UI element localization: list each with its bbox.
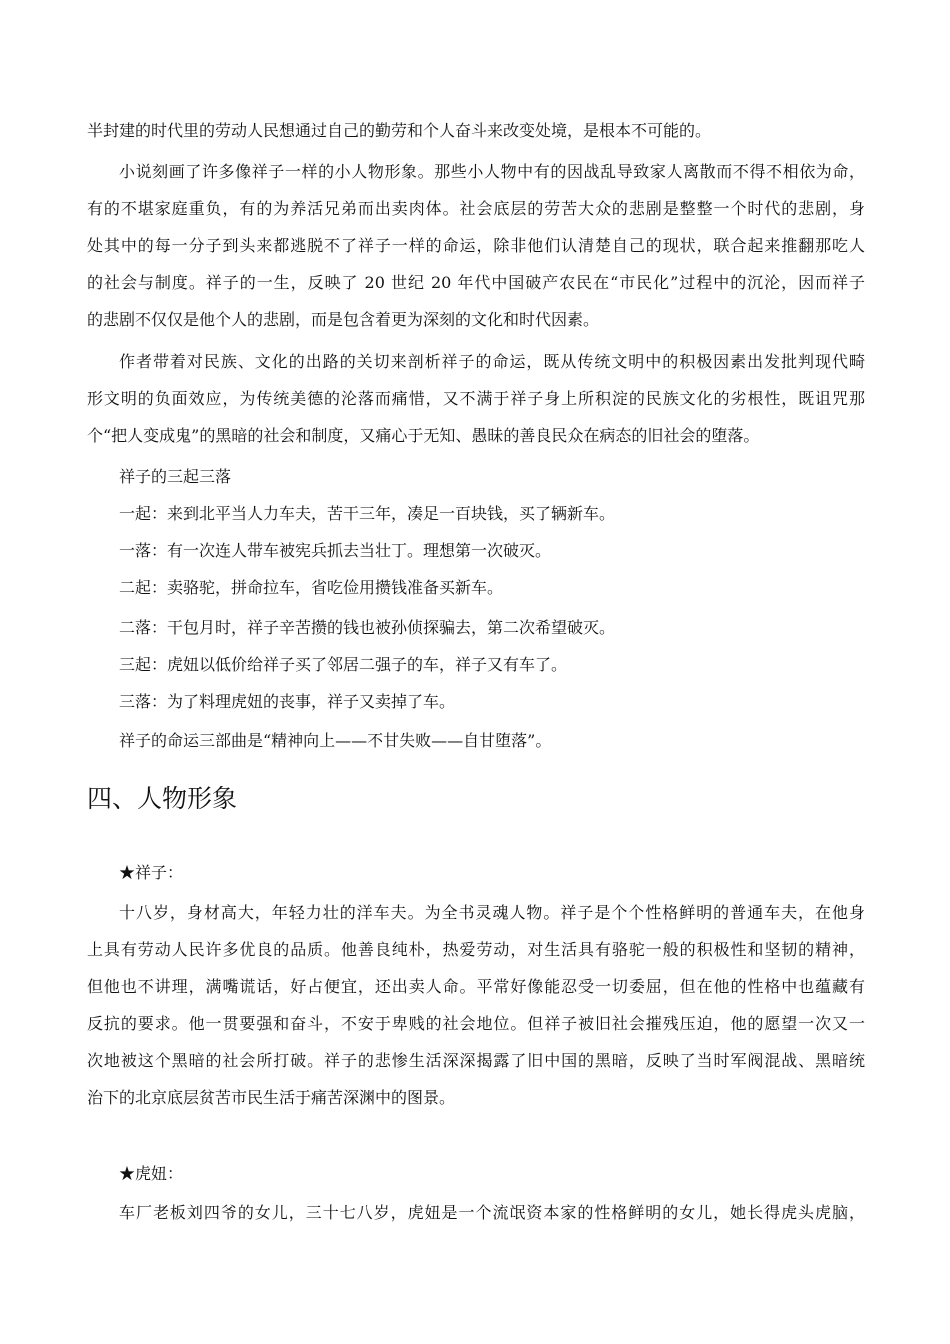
paragraph-line: 半封建的时代里的劳动人民想通过自己的勤劳和个人奋斗来改变处境，是根本不可能的。 [87, 121, 712, 140]
list-item: 二起：卖骆驼，拼命拉车，省吃俭用攒钱准备买新车。 [119, 578, 504, 597]
list-item: 三落：为了料理虎妞的丧事，祥子又卖掉了车。 [119, 692, 456, 711]
list-item: 一落：有一次连人带车被宪兵抓去当壮丁。理想第一次破灭。 [119, 541, 552, 560]
paragraph-line: 小说刻画了许多像祥子一样的小人物形象。那些小人物中有的因战乱导致家人离散而不得不相依为命， [119, 162, 865, 181]
paragraph-line: 治下的北京底层贫苦市民生活于痛苦深渊中的图景。 [87, 1088, 456, 1107]
paragraph-line: 有的不堪家庭重负，有的为养活兄弟而出卖肉体。社会底层的劳苦大众的悲剧是整整一个时代的悲剧，身 [87, 199, 865, 218]
paragraph-line: 处其中的每一分子到头来都逃脱不了祥子一样的命运，除非他们认清楚自己的现状，联合起来推翻那吃人 [87, 236, 865, 255]
paragraph-line: 的悲剧不仅仅是他个人的悲剧，而是包含着更为深刻的文化和时代因素。 [87, 310, 600, 329]
paragraph-line: 但他也不讲理，满嘴谎话，好占便宜，还出卖人命。平常好像能忍受一切委屈，但在他的性格中也蕴藏有 [87, 977, 865, 996]
paragraph-line: 个“把人变成鬼”的黑暗的社会和制度，又痛心于无知、愚昧的善良民众在病态的旧社会的堕落。 [87, 426, 760, 445]
paragraph-line: 车厂老板刘四爷的女儿，三十七八岁，虎妞是一个流氓资本家的性格鲜明的女儿，她长得虎头虎脑， [119, 1203, 865, 1222]
paragraph-line: 作者带着对民族、文化的出路的关切来剖析祥子的命运，既从传统文明中的积极因素出发批判现代畸 [119, 352, 865, 371]
summary-line: 祥子的命运三部曲是“精神向上——不甘失败——自甘堕落”。 [119, 731, 552, 750]
paragraph-line: 的社会与制度。祥子的一生，反映了 20 世纪 20 年代中国破产农民在“市民化”过程中的沉沦，因而祥子 [87, 273, 865, 292]
list-item: 二落：干包月时，祥子辛苦攒的钱也被孙侦探骗去，第二次希望破灭。 [119, 618, 616, 637]
list-item: 三起：虎妞以低价给祥子买了邻居二强子的车，祥子又有车了。 [119, 655, 568, 674]
paragraph-line: 上具有劳动人民许多优良的品质。他善良纯朴，热爱劳动，对生活具有骆驼一般的积极性和坚韧的精神， [87, 940, 865, 959]
paragraph-line: 形文明的负面效应，为传统美德的沦落而痛惜，又不满于祥子身上所积淀的民族文化的劣根性，既诅咒那 [87, 389, 865, 408]
character-label: ★虎妞： [119, 1164, 184, 1183]
character-label: ★祥子： [119, 863, 184, 882]
list-item: 一起：来到北平当人力车夫，苦干三年，凑足一百块钱，买了辆新车。 [119, 504, 616, 523]
list-title: 祥子的三起三落 [119, 467, 232, 486]
paragraph-line: 次地被这个黑暗的社会所打破。祥子的悲惨生活深深揭露了旧中国的黑暗，反映了当时军阀混战、黑暗统 [87, 1051, 865, 1070]
paragraph-line: 十八岁，身材高大，年轻力壮的洋车夫。为全书灵魂人物。祥子是个个性格鲜明的普通车夫，在他身 [119, 903, 865, 922]
section-heading: 四、人物形象 [87, 784, 238, 813]
paragraph-line: 反抗的要求。他一贯要强和奋斗，不安于卑贱的社会地位。但祥子被旧社会摧残压迫，他的愿望一次又一 [87, 1014, 865, 1033]
